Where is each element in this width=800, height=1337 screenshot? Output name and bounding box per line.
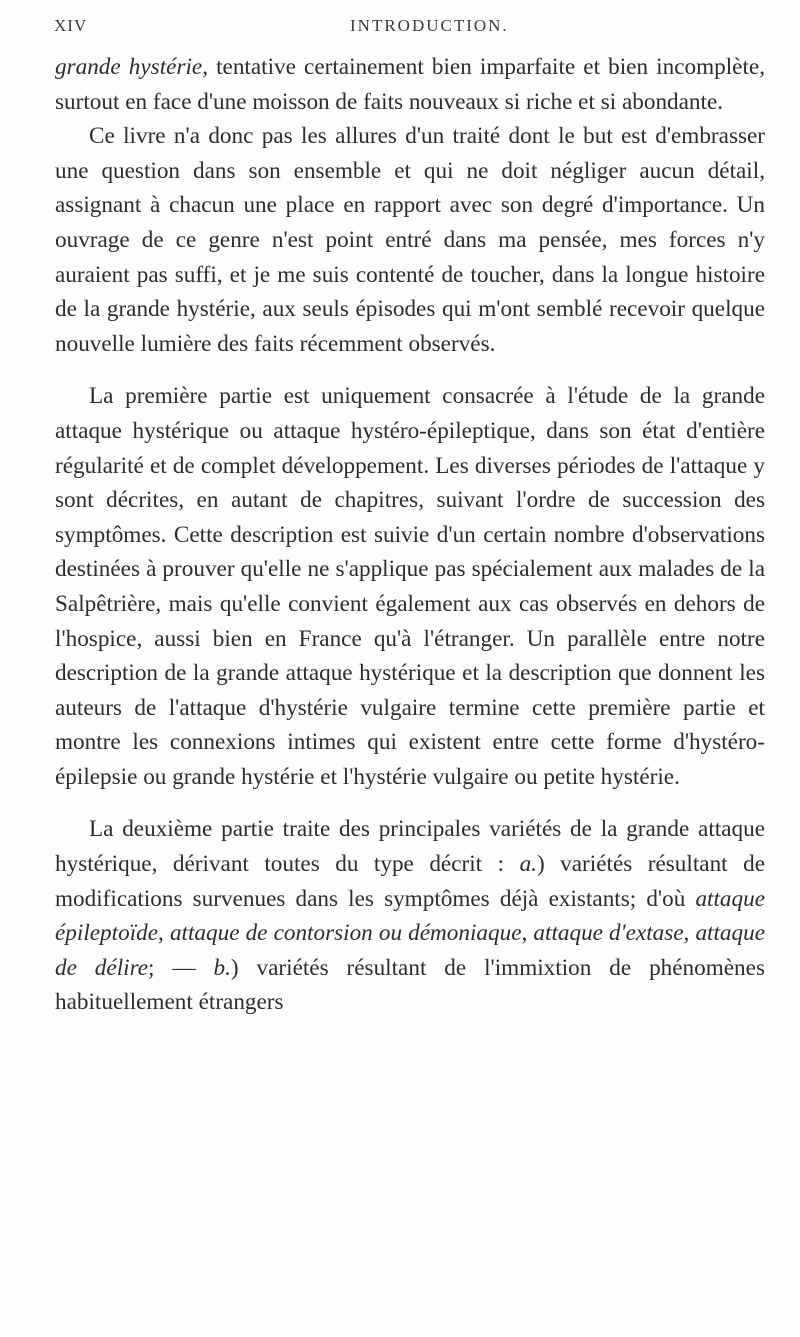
- paragraph-3-segment-7: attaque d'extase: [533, 920, 684, 947]
- running-title: INTRODUCTION.: [350, 16, 509, 35]
- paragraph-treatise: [55, 119, 765, 361]
- paragraph-second-part: [55, 812, 765, 1020]
- paragraph-3-segment-4: ,: [158, 920, 170, 947]
- paragraph-3-segment-10: ; —: [148, 954, 214, 981]
- paragraph-3-segment-5: attaque de contorsion ou démoniaque: [169, 920, 522, 947]
- paragraph-0-segment-1: , tentative certainement bien imparfaite et bien incomplète, surtout en face d'une moisson de faits nouveaux si riche et si abondante.: [55, 54, 765, 115]
- paragraph-3-segment-12: ) variétés résultant de l'immixtion de phénomènes habituellement étrangers: [55, 954, 765, 1016]
- paragraph-3-segment-3: attaque épileptoïde: [55, 885, 765, 947]
- paragraph-3-segment-8: ,: [683, 920, 696, 947]
- paragraph-3-segment-6: ,: [521, 920, 534, 947]
- body-text: [55, 50, 765, 1020]
- paragraph-3-segment-2: ) variétés résultant de modifications survenues dans les symptômes déjà existants; d'où: [55, 851, 765, 912]
- paragraph-continuation: [55, 50, 765, 119]
- paragraph-3-segment-9: attaque de délire: [55, 920, 766, 981]
- paragraph-3-segment-11: b.: [213, 954, 231, 981]
- paragraph-3-segment-0: La deuxième partie traite des principales variétés de la grande attaque hystérique, dérivant toutes du type décrit :: [55, 816, 765, 878]
- paragraph-2-segment-0: La première partie est uniquement consacrée à l'étude de la grande attaque hystérique ou attaque hystéro-épileptique, dans son état d'entière régularité et de complet développement. Les diverses périodes de l'attaque y sont décrites, en autant de chapitres, suivant l'ordre de succession des symptômes. Cette description est suivie d'un certain nombre d'observations destinées à prouver qu'elle ne s'applique pas spécialement aux malades de la Salpêtrière, mais qu'elle convient également aux cas observés en dehors de l'hospice, aussi bien en France qu'à l'étranger. Un parallèle entre notre description de la grande attaque hystérique et la description que donnent les auteurs de l'attaque d'hystérie vulgaire termine cette première partie et montre les connexions intimes qui existent entre cette forme d'hystéro-épilepsie ou grande hystérie et l'hystérie vulgaire ou petite hystérie.: [55, 383, 765, 790]
- paragraph-3-segment-1: a.: [519, 851, 537, 878]
- paragraph-first-part: [55, 379, 765, 794]
- paragraph-0-segment-0: grande hystérie: [55, 54, 203, 80]
- page-number: XIV: [54, 16, 88, 35]
- running-head: [54, 16, 760, 40]
- paragraph-1-segment-0: Ce livre n'a donc pas les allures d'un traité dont le but est d'embrasser une question dans son ensemble et qui ne doit négliger aucun détail, assignant à chacun une place en rapport avec son degré d'importance. Un ouvrage de ce genre n'est point entré dans ma pensée, mes forces n'y auraient pas suffi, et je me suis contenté de toucher, dans la longue histoire de la grande hystérie, aux seuls épisodes qui m'ont semblé recevoir quelque nouvelle lumière des faits récemment observés.: [55, 123, 765, 357]
